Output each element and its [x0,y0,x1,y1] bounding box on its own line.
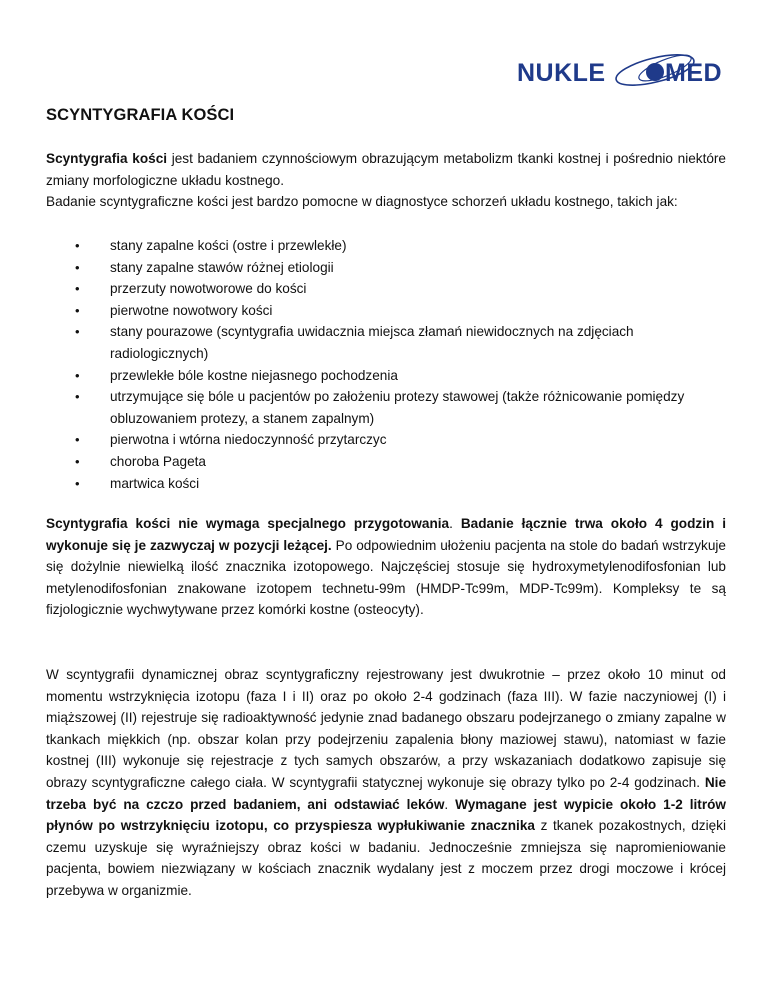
dynamic-scintigraphy-paragraph: W scyntygrafii dynamicznej obraz scyntygraficzny rejestrowany jest dwukrotnie – przez około 10 minut od momentu wstrzyknięcia izotopu (faza I i II) oraz po około 2-4 godzinach (faza III). W fazie naczyniowej (I) i miąższowej (II) rejestruje się radioaktywność jedynie znad badanego obszaru podejrzanego o zmiany zapalne w tkankach miękkich (np. obszar kolan przy podejrzeniu zapalenia błony maziowej stawu), natomiast w fazie kostnej (III) wykonuje się rejestracje z tych samych obszarów, a przy wskazaniach dodatkowo zapisuje się obrazy scyntygraficzne całego ciała. W scyntygrafii statycznej wykonuje się obrazy tylko po 2-4 godzinach. Nie trzeba być na czczo przed badaniem, ani odstawiać leków. Wymagane jest wypicie około 1-2 litrów płynów po wstrzyknięciu izotopu, co przyspiesza wypłukiwanie znacznika z tkanek pozakostnych, dzięki czemu uzyskuje się wyraźniejszy obraz kości w badaniu. Jednocześnie zmniejsza się napromieniowanie pacjenta, bowiem niezwiązany w kościach znacznik wydalany jest z moczem przez drogi moczowe i krócej przebywa w organizmie. [46,667,727,898]
indication-item: • stany zapalne stawów różnej etiologii [46,257,726,279]
indication-item: • stany zapalne kości (ostre i przewlekłe) [46,235,726,257]
logo-text-right: MED [665,59,723,87]
indications-list [46,235,726,494]
page-title: SCYNTYGRAFIA KOŚCI [46,106,235,124]
indication-item: • pierwotne nowotwory kości [46,300,726,322]
indication-item: • pierwotna i wtórna niedoczynność przytarczyc [46,429,726,451]
intro-section [46,148,726,213]
indication-item: • przewlekłe bóle kostne niejasnego pochodzenia [46,365,726,387]
nukleomed-logo [517,52,741,92]
intro-paragraph-1: Scyntygrafia kości jest badaniem czynnościowym obrazującym metabolizm tkanki kostnej i pośrednio niektóre zmiany morfologiczne układu kostnego. [46,151,726,188]
indication-item: • utrzymujące się bóle u pacjentów po założeniu protezy stawowej (także różnicowanie pomiędzy obluzowaniem protezy, a stanem zapalnym) [46,386,726,429]
logo-text-left: NUKLE [517,59,606,87]
indication-item: • stany pourazowe (scyntygrafia uwidacznia miejsca złamań niewidocznych na zdjęciach radiologicznych) [46,321,726,364]
indication-item: • martwica kości [46,473,726,495]
indication-item: • choroba Pageta [46,451,726,473]
intro-paragraph-2: Badanie scyntygraficzne kości jest bardzo pomocne w diagnostyce schorzeń układu kostnego, takich jak: [46,194,678,210]
preparation-paragraph: Scyntygrafia kości nie wymaga specjalnego przygotowania. Badanie łącznie trwa około 4 godzin i wykonuje się je zazwyczaj w pozycji leżącej. Po odpowiednim ułożeniu pacjenta na stole do badań wstrzykuje się dożylnie niewielką ilość znacznika izotopowego. Najczęściej stosuje się hydroxymetylenodifosfonian lub metylenodifosfonian znakowane izotopem technetu-99m (HMDP-Tc99m, MDP-Tc99m). Kompleksy te są fizjologicznie wychwytywane przez komórki kostne (osteocyty). [46,516,726,618]
indication-item: • przerzuty nowotworowe do kości [46,278,726,300]
